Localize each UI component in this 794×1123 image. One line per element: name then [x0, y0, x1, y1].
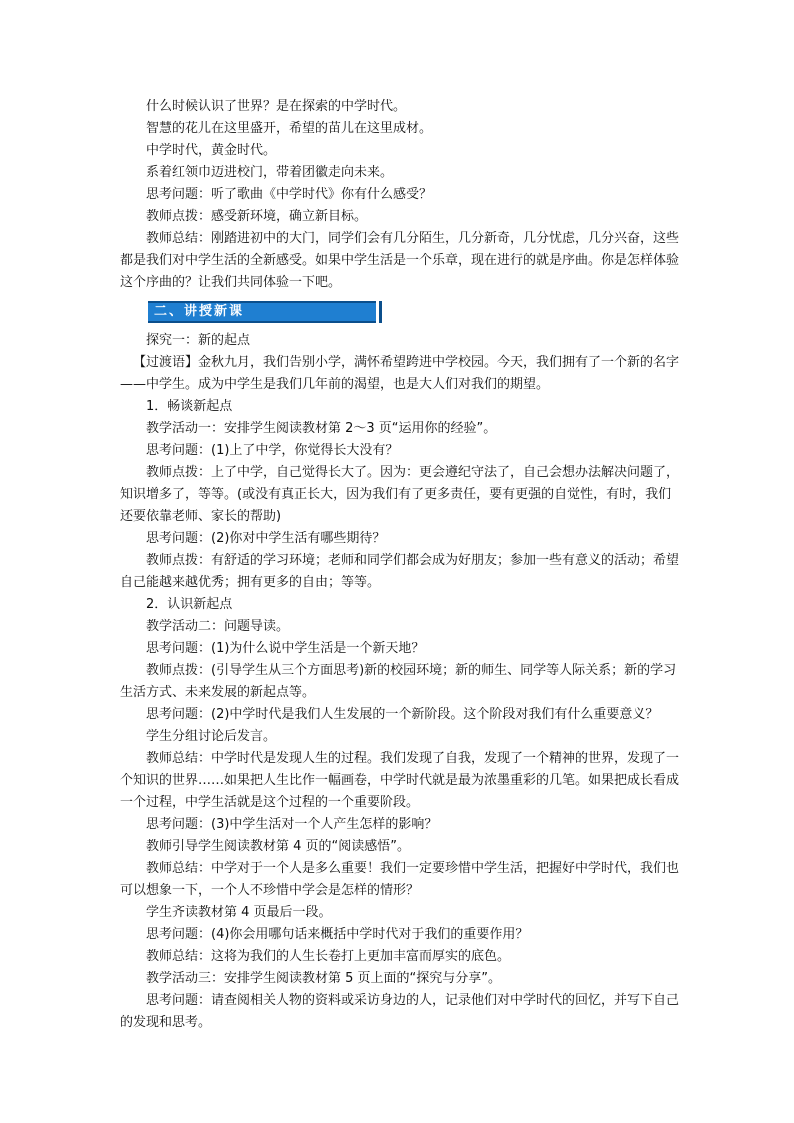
intro-line: 中学时代，黄金时代。: [146, 143, 277, 158]
intro-line: 智慧的花儿在这里盛开，希望的苗儿在这里成材。: [146, 121, 433, 136]
body-paragraph: 思考问题：(3)中学生活对一个人产生怎样的影响？: [146, 817, 438, 832]
body-paragraph: 思考问题：(1)为什么说中学生活是一个新天地？: [146, 641, 425, 656]
body-paragraph: 教学活动三：安排学生阅读教材第 5 页上面的“探究与分享”。: [146, 971, 502, 986]
body-paragraph: 思考问题：(4)你会用哪句话来概括中学时代对于我们的重要作用？: [146, 927, 529, 942]
body-paragraph: 思考问题：请查阅相关人物的资料或采访身边的人，记录他们对中学时代的回忆，并写下自己的发现和思考。: [120, 993, 680, 1030]
document-content: [120, 96, 680, 1034]
body-paragraph: 教学活动一：安排学生阅读教材第 2～3 页“运用你的经验”。: [146, 421, 497, 436]
body-paragraph: 学生齐读教材第 4 页最后一段。: [146, 905, 332, 920]
body-paragraph: 教师点拨：上了中学，自己觉得长大了。因为：更会遵纪守法了，自己会想办法解决问题了，知识增多了，等等。(或没有真正长大，因为我们有了更多责任，要有更强的自觉性，有时，我们还要依靠老师、家长的帮助): [120, 465, 680, 524]
body-paragraph: 思考问题：(2)你对中学生活有哪些期待？: [146, 531, 386, 546]
section-heading-bar: [148, 301, 376, 323]
intro-line: 什么时候认识了世界？是在探索的中学时代。: [146, 99, 407, 114]
body-paragraph: 1．畅谈新起点: [146, 399, 233, 414]
body-paragraph: 思考问题：(1)上了中学，你觉得长大没有？: [146, 443, 399, 458]
body-paragraph: 教学活动二：问题导读。: [146, 619, 290, 634]
intro-teacher-summary: 教师总结：刚踏进初中的大门，同学们会有几分陌生，几分新奇，几分忧虑，几分兴奋，这些都是我们对中学生活的全新感受。如果中学生活是一个乐章，现在进行的就是序曲。你是怎样体验这个序曲的？让我们共同体验一下吧。: [120, 231, 680, 290]
body-paragraph: 教师引导学生阅读教材第 4 页的“阅读感悟”。: [146, 839, 411, 854]
body-paragraph: 教师总结：中学时代是发现人生的过程。我们发现了自我，发现了一个精神的世界，发现了一个知识的世界……如果把人生比作一幅画卷，中学时代就是最为浓墨重彩的几笔。如果把成长看成一个过程，中学生活就是这个过程的一个重要阶段。: [120, 751, 680, 810]
section-heading-title: 二、讲授新课: [154, 304, 245, 319]
body-paragraph: 教师总结：中学对于一个人是多么重要！我们一定要珍惜中学生活，把握好中学时代，我们也可以想象一下，一个人不珍惜中学会是怎样的情形？: [120, 861, 680, 898]
intro-teacher-hint: 教师点拨：感受新环境，确立新目标。: [146, 209, 368, 224]
intro-question: 思考问题：听了歌曲《中学时代》你有什么感受？: [146, 187, 433, 202]
intro-line: 系着红领巾迈进校门，带着团徽走向未来。: [146, 165, 394, 180]
body-paragraph: 教师点拨：有舒适的学习环境；老师和同学们都会成为好朋友；参加一些有意义的活动；希望自己能越来越优秀；拥有更多的自由；等等。: [120, 553, 680, 590]
body-paragraph: 学生分组讨论后发言。: [146, 729, 277, 744]
body-paragraph: 思考问题：(2)中学时代是我们人生发展的一个新阶段。这个阶段对我们有什么重要意义？: [146, 707, 659, 722]
body-paragraph: 2．认识新起点: [146, 597, 233, 612]
body-paragraph: 【过渡语】金秋九月，我们告别小学，满怀希望跨进中学校园。今天，我们拥有了一个新的名字——中学生。成为中学生是我们几年前的渴望，也是大人们对我们的期望。: [120, 355, 680, 392]
body-paragraph: 教师点拨：(引导学生从三个方面思考)新的校园环境；新的师生、同学等人际关系；新的学习生活方式、未来发展的新起点等。: [120, 663, 677, 700]
body-paragraph: 探究一：新的起点: [146, 333, 251, 348]
body-paragraph: 教师总结：这将为我们的人生长卷打上更加丰富而厚实的底色。: [146, 949, 511, 964]
